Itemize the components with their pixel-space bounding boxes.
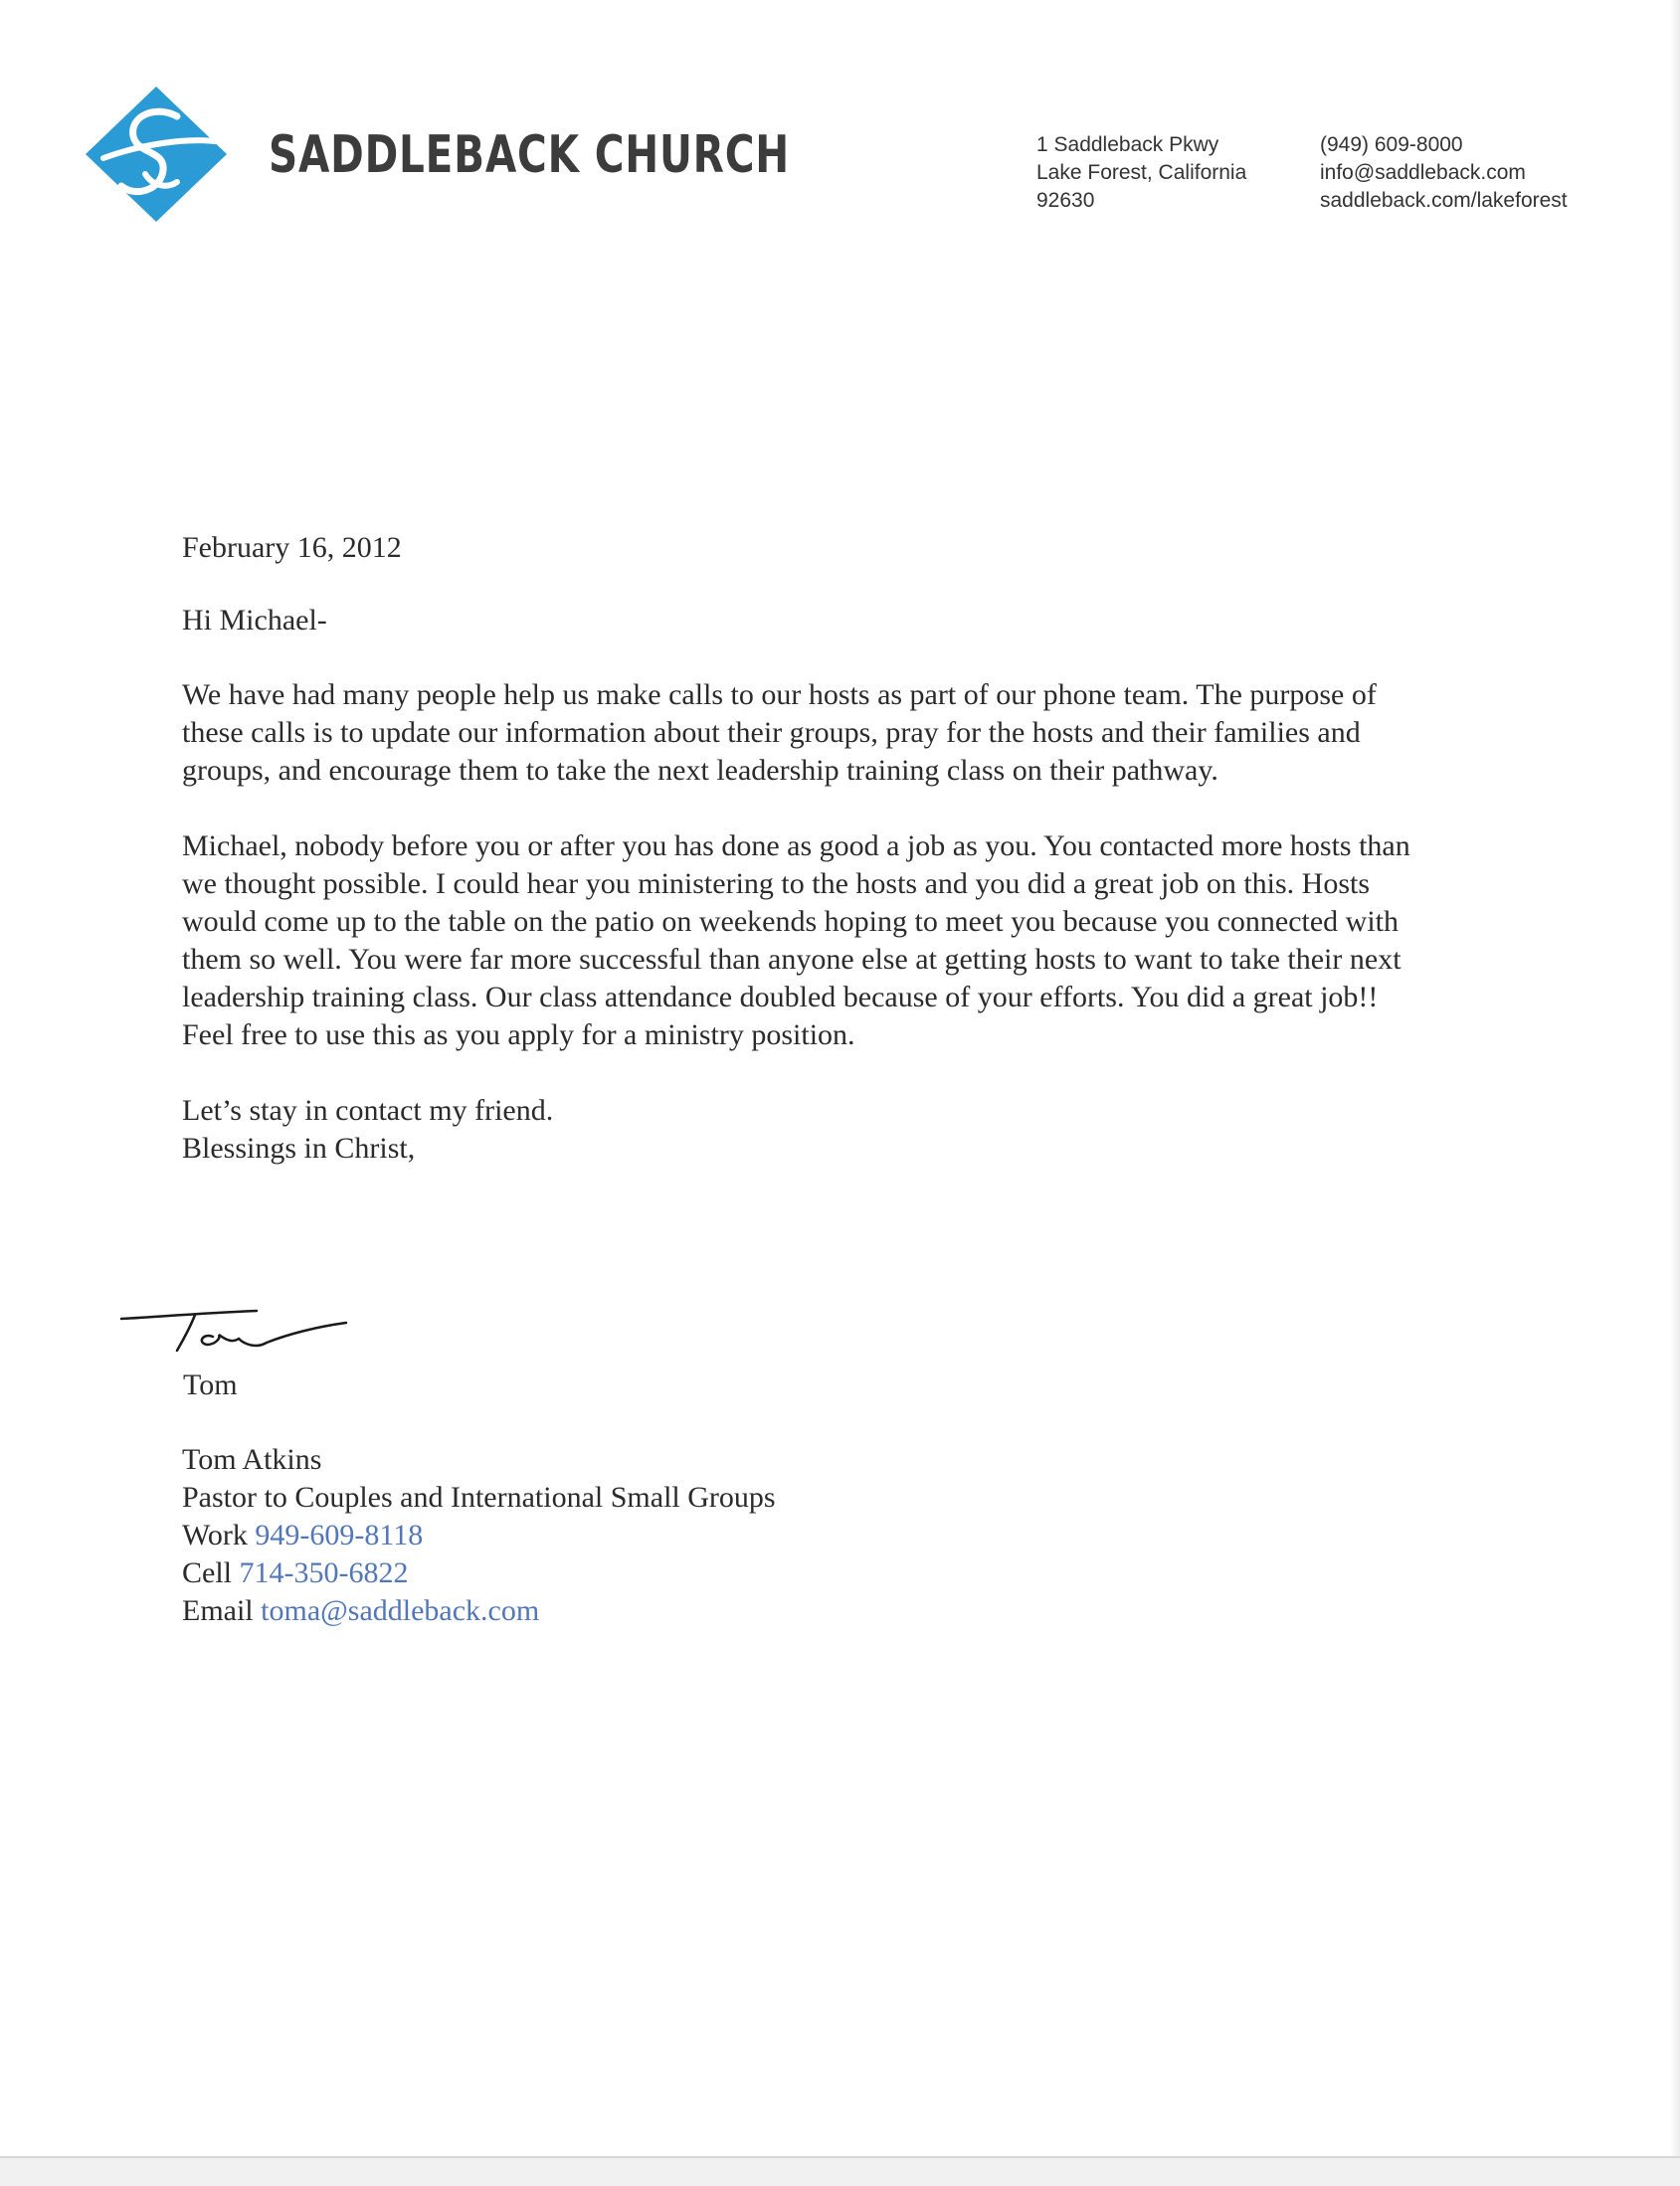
cell-phone-line <box>182 1554 776 1592</box>
signature-block <box>182 1441 776 1630</box>
address-line: 1 Saddleback Pkwy <box>1036 133 1219 156</box>
address-line: Lake Forest, California <box>1036 161 1247 184</box>
cell-phone-link[interactable]: 714-350-6822 <box>239 1556 409 1589</box>
work-label: Work <box>182 1519 248 1551</box>
sender-title: Pastor to Couples and International Small Groups <box>182 1481 776 1514</box>
signature-name: Tom <box>183 1368 238 1401</box>
letterhead-website: saddleback.com/lakeforest <box>1320 189 1568 212</box>
letterhead-email: info@saddleback.com <box>1320 161 1526 184</box>
letter-paragraph: Michael, nobody before you or after you has done as good a job as you. You contacted more hosts than we thought possible. I could hear you ministering to the hosts and you did a great job on this. Hosts would come up to the table on the patio on weekends hoping to meet you because you connected with them so well. You were far more successful than anyone else at getting hosts to want to take their next leadership training class. Our class attendance doubled because of your efforts. You did a great job!! <box>182 829 1410 1013</box>
letterhead-address <box>1036 131 1246 215</box>
scan-bottom-edge <box>0 2156 1680 2186</box>
email-line <box>182 1592 776 1630</box>
letter-paragraph: We have had many people help us make calls to our hosts as part of our phone team. The purpose of these calls is to update our information about their groups, pray for the hosts and their families and groups, and encourage them to take the next leadership training class on their pathway. <box>182 678 1377 787</box>
letterhead-phone: (949) 609-8000 <box>1320 133 1463 156</box>
handwritten-signature <box>117 1299 416 1368</box>
letter-body <box>182 529 1415 1168</box>
work-phone-line <box>182 1517 776 1554</box>
saddleback-logo-icon <box>86 87 227 222</box>
letter-date: February 16, 2012 <box>182 531 402 564</box>
letter-closing: Blessings in Christ, <box>182 1132 416 1165</box>
email-label: Email <box>182 1594 254 1627</box>
letter-paragraph-line: Feel free to use this as you apply for a ministry position. <box>182 1018 855 1051</box>
organization-name: SADDLEBACK CHURCH <box>269 125 790 185</box>
cell-label: Cell <box>182 1556 232 1589</box>
sender-name: Tom Atkins <box>182 1443 322 1476</box>
letterhead-contact <box>1320 131 1568 215</box>
letter-greeting: Hi Michael- <box>182 604 327 637</box>
page-edge-shadow <box>1670 0 1680 2156</box>
work-phone-link[interactable]: 949-609-8118 <box>255 1519 424 1551</box>
email-link[interactable]: toma@saddleback.com <box>261 1594 540 1627</box>
letter-closing: Let’s stay in contact my friend. <box>182 1094 554 1127</box>
address-line: 92630 <box>1036 189 1095 212</box>
